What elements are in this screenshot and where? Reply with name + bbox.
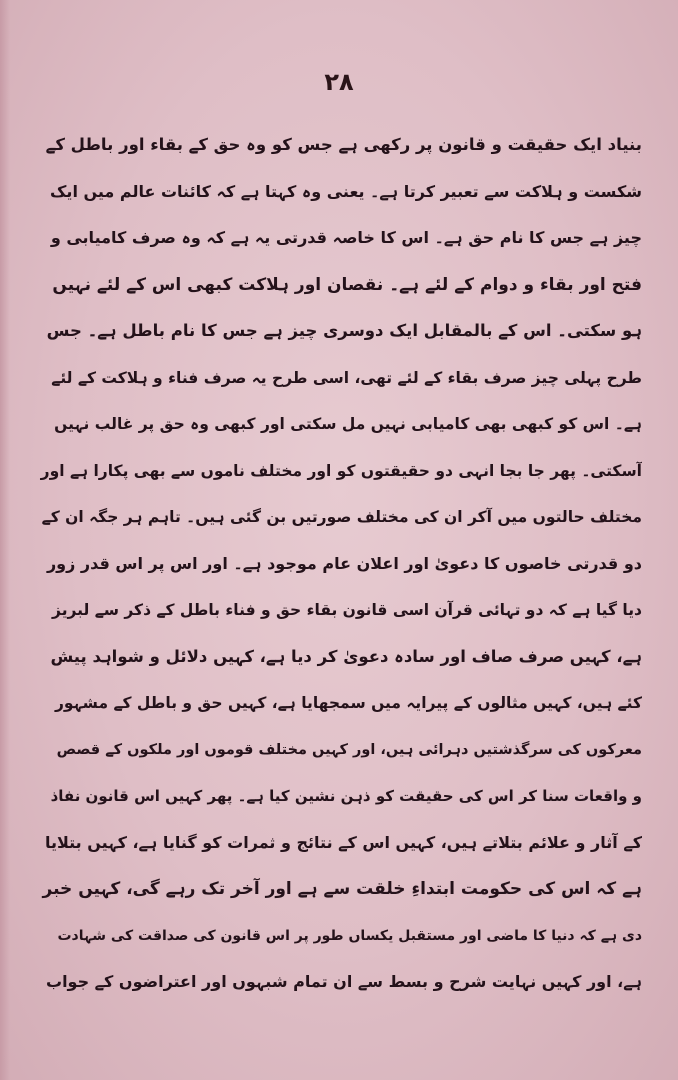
text-line: دی ہے کہ دنیا کا ماضی اور مستقبل یکساں طور پر اس قانون کی صداقت کی شہادت xyxy=(57,927,642,944)
text-line: ہے، کہیں صرف صاف اور سادہ دعویٰ کر دیا ہے، کہیں دلائل و شواہد پیش xyxy=(50,646,642,666)
text-line: بنیاد ایک حقیقت و قانون پر رکھی ہے جس کو وہ حق کے بقاء اور باطل کے xyxy=(45,135,642,154)
text-line: دو قدرتی خاصوں کا دعویٰ اور اعلان عام موجود ہے۔ اور اس پر اس قدر زور xyxy=(46,553,642,573)
text-line: شکست و ہلاکت سے تعبیر کرتا ہے۔ یعنی وہ کہتا ہے کہ کائنات عالم میں ایک xyxy=(50,181,642,201)
text-line: کئے ہیں، کہیں مثالوں کے پیرایہ میں سمجھایا ہے، کہیں حق و باطل کے مشہور xyxy=(54,694,642,712)
text-line: مختلف حالتوں میں آکر ان کی مختلف صورتیں بن گئی ہیں۔ تاہم ہر جگہ ان کے xyxy=(41,508,642,526)
text-line: و واقعات سنا کر اس کی حقیقت کو ذہن نشین کیا ہے۔ پھر کہیں اس قانون نفاذ xyxy=(50,787,642,805)
text-line: دیا گیا ہے کہ دو تہائی قرآن اسی قانون بقاء حق و فناء باطل کے ذکر سے لبریز xyxy=(52,601,642,619)
page-number: ۲۸ xyxy=(324,68,354,96)
text-line: ہو سکتی۔ اس کے بالمقابل ایک دوسری چیز ہے جس کا نام باطل ہے۔ جس xyxy=(46,321,642,340)
text-line: ہے۔ اس کو کبھی بھی کامیابی نہیں مل سکتی اور کبھی وہ حق پر غالب نہیں xyxy=(54,415,642,433)
text-line: ہے کہ اس کی حکومت ابتداءِ خلقت سے ہے اور آخر تک رہے گی، کہیں خبر xyxy=(42,879,642,899)
text-line: آسکتی۔ پھر جا بجا انہی دو حقیقتوں کو اور مختلف ناموں سے بھی پکارا ہے اور xyxy=(40,461,642,480)
body-text xyxy=(38,122,642,1006)
text-line: طرح پہلی چیز صرف بقاء کے لئے تھی، اسی طرح یہ صرف فناء و ہلاکت کے لئے xyxy=(51,368,642,387)
text-line: فتح اور بقاء و دوام کے لئے ہے۔ نقصان اور ہلاکت کبھی اس کے لئے نہیں xyxy=(52,274,642,295)
text-line: ہے، اور کہیں نہایت شرح و بسط سے ان تمام شبہوں اور اعتراضوں کے جواب xyxy=(45,972,642,991)
text-line: معرکوں کی سرگذشتیں دہرائی ہیں، اور کہیں مختلف قوموں اور ملکوں کے قصص xyxy=(56,741,642,758)
text-line: کے آثار و علائم بتلاتے ہیں، کہیں اس کے نتائج و ثمرات کو گنایا ہے، کہیں بتلایا xyxy=(44,832,642,852)
page-spine-shadow xyxy=(0,0,10,1080)
text-line: چیز ہے جس کا نام حق ہے۔ اس کا خاصہ قدرتی یہ ہے کہ وہ صرف کامیابی و xyxy=(50,228,642,247)
